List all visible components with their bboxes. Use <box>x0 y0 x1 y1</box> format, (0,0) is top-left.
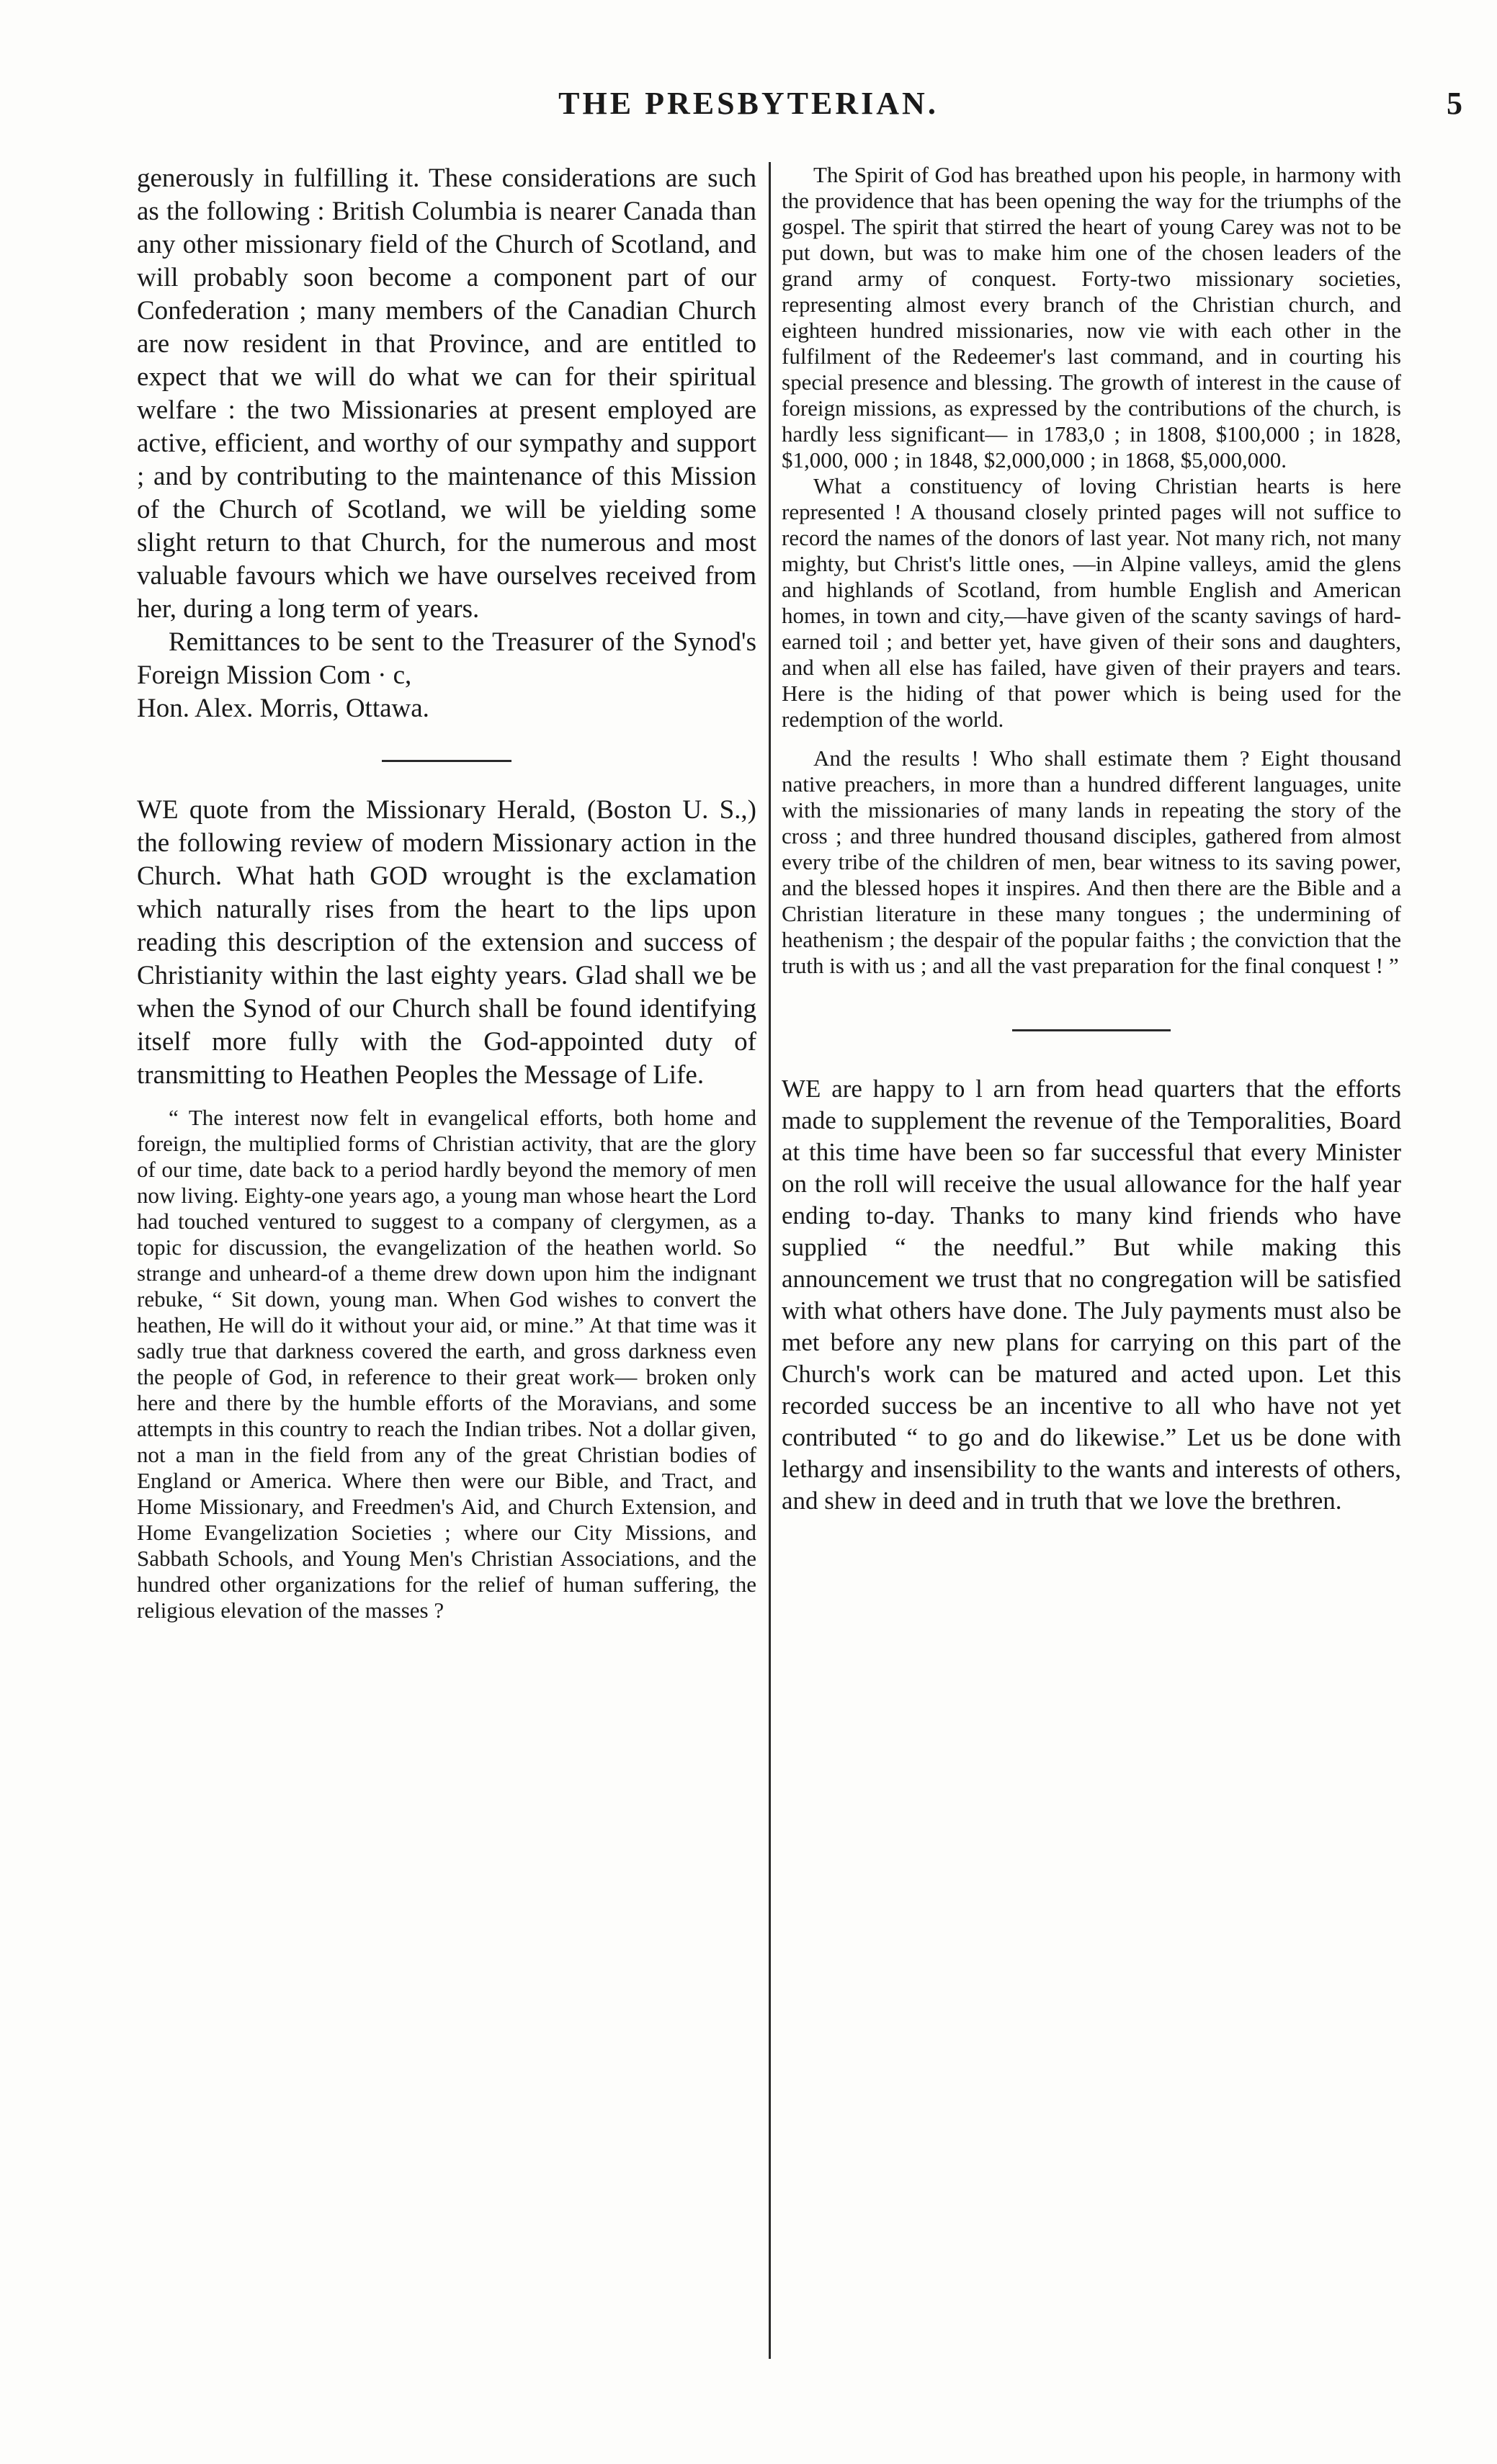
mission-paragraph: generously in fulfilling it. These considerations are such as the following : British Columbia is nearer Canada than any other missionary field of the Church of Scotland, and will probably soon become a component part of our Confederation ; many members of the Canadian Church are now resident in that Province, and are entitled to expect that we will do what we can for their spiritual welfare : the two Missionaries at present employed are active, efficient, and worthy of our sympathy and support ; and by contributing to the maintenance of this Mission of the Church of Scotland, we will be yielding some slight return to that Church, for the numerous and most valuable favours which we have ourselves received from her, during a long term of years. <box>137 163 756 624</box>
intro-body: quote from the Missionary Herald, (Boston U. S.,) the following review of modern Missionary action in the Church. What hath GOD wrought is the exclamation which naturally rises from the heart to the lips upon reading this description of the extension and success of Christianity within the last eighty years. Glad shall we be when the Synod of our Church shall be found identifying itself more fully with the God-appointed duty of transmitting to Heathen Peoples the Message of Life. <box>137 795 756 1090</box>
intro-first-letter: W <box>137 795 162 825</box>
herald-quote: “ The interest now felt in evangelical efforts, both home and foreign, the multiplied forms of Christian activity, that are the glory of our time, date back to a period hardly beyond the memory of men now living. Eighty-one years ago, a young man whose heart the Lord had touched ventured to suggest to a company of clergymen, as a topic for discussion, the evangelization of the heathen world. So strange and unheard-of a theme drew down upon him the indignant rebuke, “ Sit down, young man. When God wishes to convert the heathen, He will do it without your aid, or mine.” At that time was it sadly true that darkness covered the earth, and gross darkness even the people of God, in reference to their great work— broken only here and there by the humble efforts of the Moravians, and some attempts in this country to reach the Indian tribes. Not a dollar given, not a man in the field from any of the great Christian bodies of England or America. Where then were our Bible, and Tract, and Home Missionary, and Freedmen's Aid, and Church Extension, and Home Evangelization Societies ; where our City Missions, and Sabbath Schools, and Young Men's Christian Associations, and the hundred other organizations for the relief of human suffering, the religious elevation of the masses ? <box>137 1105 756 1623</box>
spacer <box>782 733 1401 745</box>
page-number: 5 <box>1447 86 1462 121</box>
spacer <box>137 1092 756 1105</box>
note-body: are happy to l arn from head quarters that the efforts made to supplement the revenue of the Temporalities, Board at this time have been so far successful that every Minister on the roll will receive the usual allowance for the half year ending to-day. Thanks to many kind friends who have supplied “ the needful.” But while making this announcement we trust that no congregation will be satisfied with what others have done. The July payments must also be met before any new plans for carrying on this part of the Church's work can be matured and acted upon. Let this recorded success be an incentive to all who have not yet contributed “ to go and do likewise.” Let us be done with lethargy and insensibility to the wants and interests of others, and shew in deed and in truth that we love the brethren. <box>782 1075 1401 1515</box>
herald-quote-continued-3: And the results ! Who shall estimate them ? Eight thousand native preachers, in more than a hundred different languages, unite with the missionaries of many lands in repeating the story of the cross ; and three hundred thousand disciples, gathered from almost every tribe of the children of men, bear witness to its saving power, and the blessed hopes it inspires. And then there are the Bible and a Christian literature in these many tongues ; the undermining of heathenism ; the despair of the popular faiths ; the conviction that the truth is with us ; and all the vast preparation for the final conquest ! ” <box>782 745 1401 978</box>
column-divider <box>769 162 771 2359</box>
page-title: THE PRESBYTERIAN. <box>558 86 939 121</box>
remittance-paragraph: Remittances to be sent to the Treasurer of the Synod's Foreign Mission Com · c, <box>137 627 756 690</box>
left-column <box>137 162 756 1623</box>
page-header <box>0 85 1497 143</box>
right-column <box>782 162 1401 1517</box>
section-divider <box>1012 1029 1171 1031</box>
note-smallcap: E <box>805 1075 821 1103</box>
intro-smallcap: E <box>161 795 179 825</box>
section-divider <box>382 760 511 762</box>
herald-quote-continued-2: What a constituency of loving Christian hearts is here represented ! A thousand closely printed pages will not suffice to record the names of the donors of last year. Not many rich, not many mighty, but Christ's little ones, —in Alpine valleys, amid the glens and highlands of Scotland, from humble English and American homes, in town and city,—have given of the scanty savings of hard-earned toil ; and better yet, have given of their sons and daughters, and when all else has failed, have given of their prayers and tears. Here is the hiding of that power which is being used for the redemption of the world. <box>782 473 1401 732</box>
missionary-herald-intro <box>137 794 756 1092</box>
note-first-letter: W <box>782 1075 806 1103</box>
temporalities-note <box>782 1073 1401 1517</box>
herald-quote-continued-1: The Spirit of God has breathed upon his people, in harmony with the providence that has been opening the way for the triumphs of the gospel. The spirit that stirred the heart of young Carey was not to be put down, but was to make him one of the chosen leaders of the grand army of conquest. Forty-two missionary societies, representing almost every branch of the Christian church, and eighteen hundred missionaries, now vie with each other in the fulfilment of the Redeemer's last command, and in courting his special presence and blessing. The growth of interest in the cause of foreign missions, as expressed by the contributions of the church, is hardly less significant— in 1783,0 ; in 1808, $100,000 ; in 1828, $1,000, 000 ; in 1848, $2,000,000 ; in 1868, $5,000,000. <box>782 162 1401 472</box>
remittance-signature: Hon. Alex. Morris, Ottawa. <box>137 694 429 723</box>
